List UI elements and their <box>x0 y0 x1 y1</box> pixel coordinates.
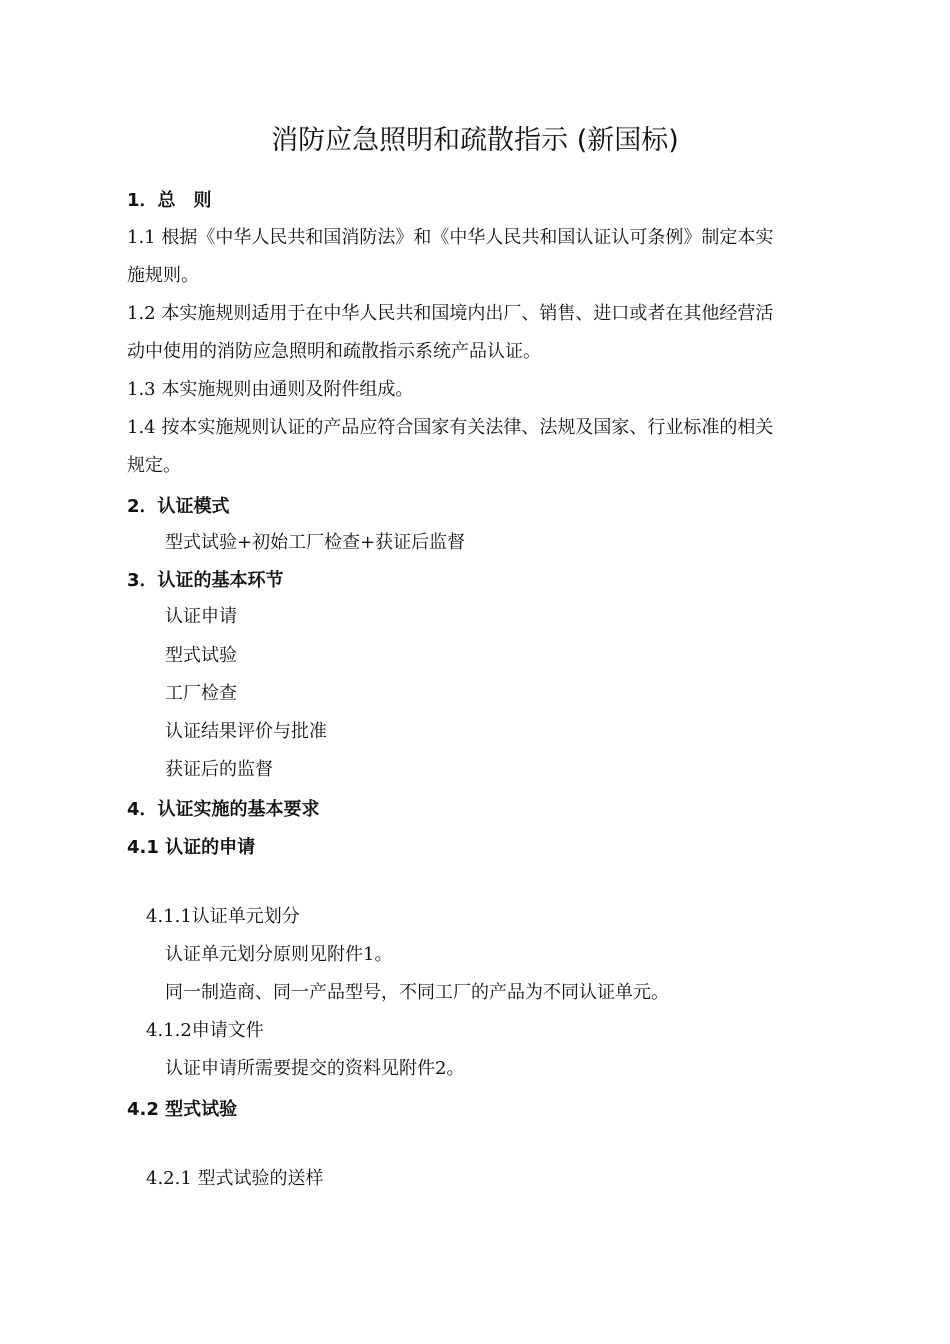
section-4-1-2-heading: 4.1.2申请文件 <box>146 1020 264 1041</box>
section-2-heading: 2．认证模式 <box>127 496 230 517</box>
para-1-4-line-1: 1.4 按本实施规则认证的产品应符合国家有关法律、法规及国家、行业标准的相关 <box>127 417 774 438</box>
list-item: 型式试验 <box>165 645 237 666</box>
section-4-1-2-text: 认证申请所需要提交的资料见附件2。 <box>165 1058 465 1079</box>
para-1-2-line-2: 动中使用的消防应急照明和疏散指示系统产品认证。 <box>127 341 541 362</box>
section-1-heading: 1．总 则 <box>127 190 212 211</box>
para-1-1-line-2: 施规则。 <box>127 265 199 286</box>
list-item: 获证后的监督 <box>165 759 273 780</box>
para-1-4-line-2: 规定。 <box>127 455 181 476</box>
section-3-heading: 3．认证的基本环节 <box>127 570 284 591</box>
section-4-2-heading: 4.2 型式试验 <box>127 1099 238 1120</box>
section-4-1-heading: 4.1 认证的申请 <box>127 837 256 858</box>
para-1-1-line-1: 1.1 根据《中华人民共和国消防法》和《中华人民共和国认证认可条例》制定本实 <box>127 227 774 248</box>
section-2-text: 型式试验+初始工厂检查+获证后监督 <box>165 532 466 553</box>
list-item: 认证申请 <box>165 606 237 627</box>
section-4-1-1-heading: 4.1.1认证单元划分 <box>146 906 300 927</box>
section-4-heading: 4．认证实施的基本要求 <box>127 799 320 820</box>
section-4-2-1-heading: 4.2.1 型式试验的送样 <box>146 1168 324 1189</box>
section-4-1-1-text-1: 认证单元划分原则见附件1。 <box>165 944 393 965</box>
para-1-2-line-1: 1.2 本实施规则适用于在中华人民共和国境内出厂、销售、进口或者在其他经营活 <box>127 303 774 324</box>
list-item: 工厂检查 <box>165 683 237 704</box>
list-item: 认证结果评价与批准 <box>165 721 327 742</box>
section-4-1-1-text-2: 同一制造商、同一产品型号，不同工厂的产品为不同认证单元。 <box>165 982 669 1003</box>
document-title: 消防应急照明和疏散指示 (新国标) <box>271 125 679 156</box>
para-1-3: 1.3 本实施规则由通则及附件组成。 <box>127 379 414 400</box>
